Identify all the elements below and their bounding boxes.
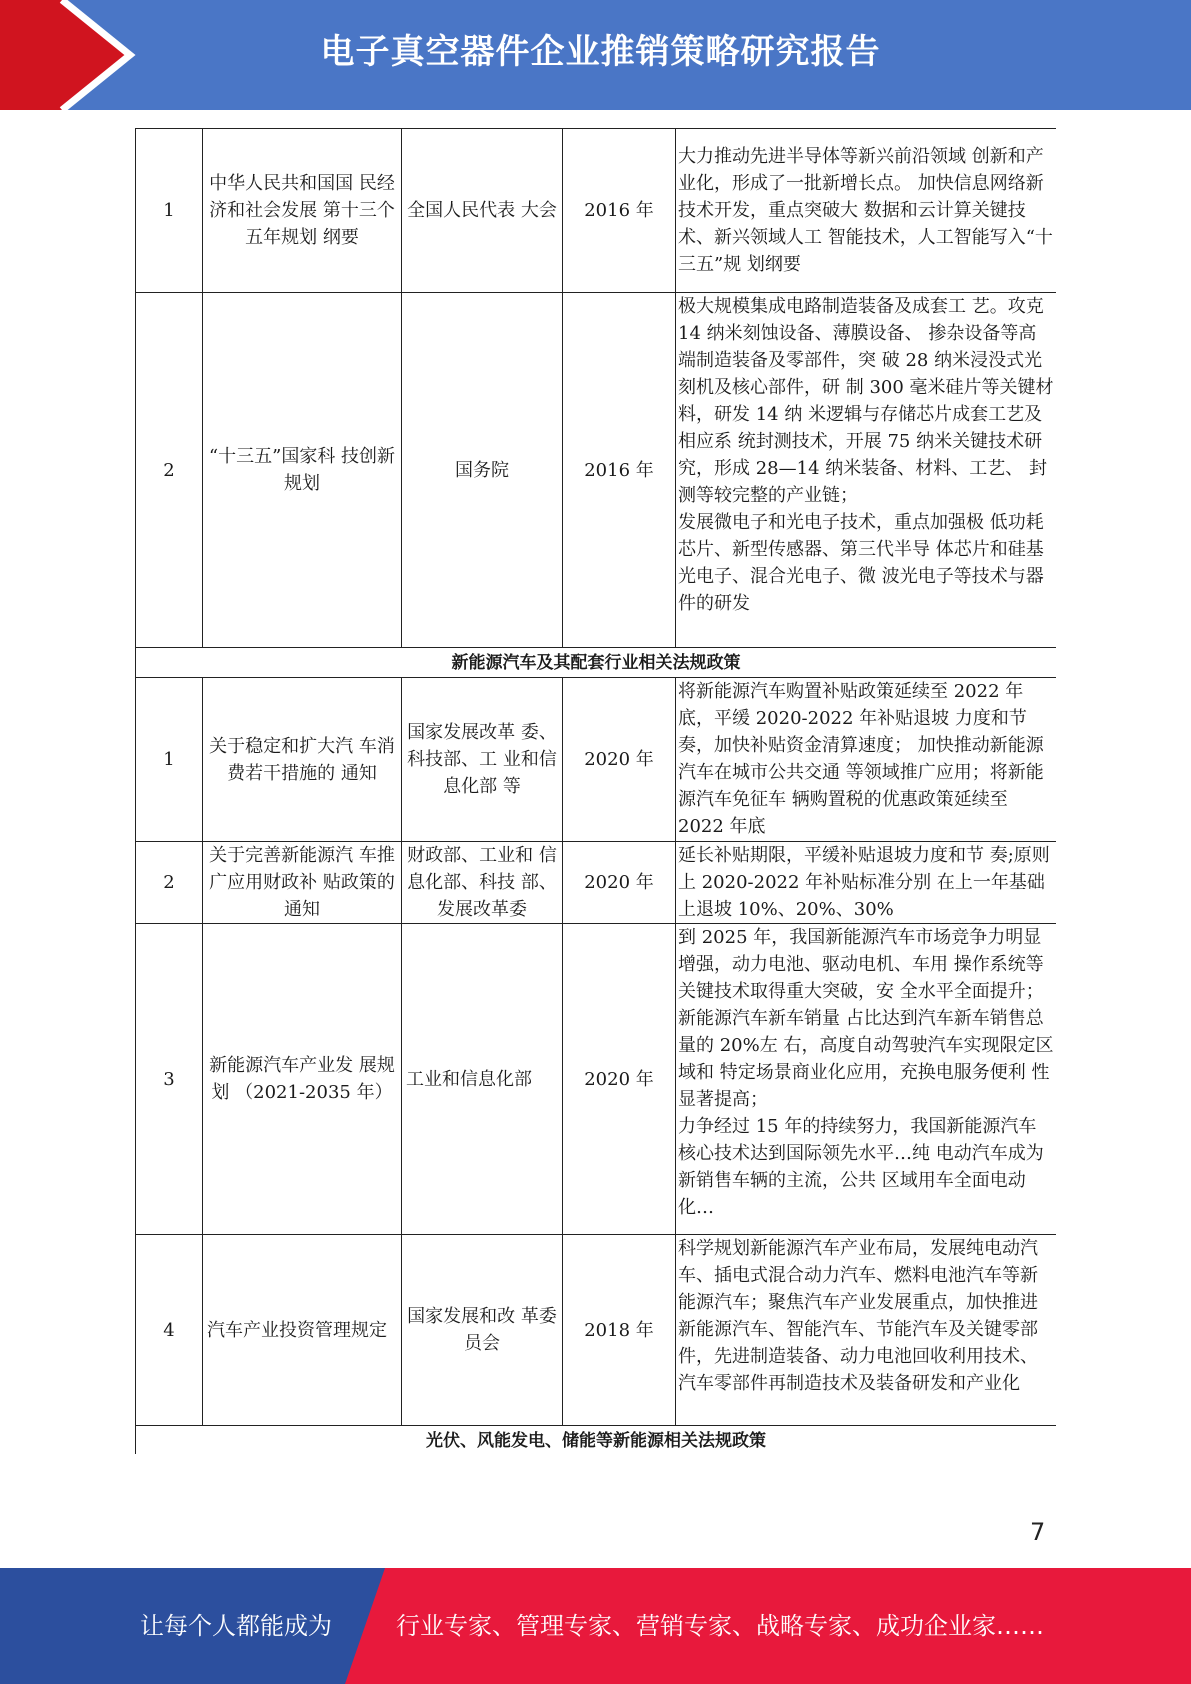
table-row — [136, 129, 1057, 293]
cell-year: 2020 年 — [563, 678, 676, 842]
content-paragraph: 大力推动先进半导体等新兴前沿领域 创新和产业化，形成了一批新增长点。 加快信息网络新技术开发，重点突破大 数据和云计算关键技术、新兴领域人工 智能技术，人工智能写入“十三五”规 划纲要 — [678, 146, 1053, 275]
table-row — [136, 842, 1057, 924]
footer-slogan-left: 让每个人都能成为 — [140, 1612, 332, 1640]
header-banner — [0, 0, 1191, 110]
cell-year: 2020 年 — [563, 924, 676, 1235]
cell-no: 1 — [136, 678, 203, 842]
content-paragraph: 延长补贴期限，平缓补贴退坡力度和节 奏;原则上 2020-2022 年补贴标准分别 在上一年基础上退坡 10%、20%、30% — [678, 845, 1050, 920]
cell-content — [676, 842, 1057, 924]
cell-issuer: 国家发展改革 委、科技部、工 业和信息化部 等 — [402, 678, 563, 842]
cell-issuer: 财政部、工业和 信息化部、科技 部、发展改革委 — [402, 842, 563, 924]
content-paragraph: 发展微电子和光电子技术，重点加强极 低功耗芯片、新型传感器、第三代半导 体芯片和硅基光电子、混合光电子、微 波光电子等技术与器件的研发 — [678, 512, 1044, 614]
cell-issuer: 国务院 — [402, 293, 563, 648]
cell-no: 3 — [136, 924, 203, 1235]
content-paragraph: 到 2025 年，我国新能源汽车市场竞争力明显增强，动力电池、驱动电机、车用 操作系统等关键技术取得重大突破，安 全水平全面提升；新能源汽车新车销量 占比达到汽车新车销售总量的 20%左 右，高度自动驾驶汽车实现限定区域和 特定场景商业化应用，充换电服务便利 性显著提高； — [678, 927, 1054, 1110]
cell-issuer: 国家发展和改 革委员会 — [402, 1235, 563, 1426]
cell-no: 4 — [136, 1235, 203, 1426]
content-paragraph: 科学规划新能源汽车产业布局，发展纯电动汽车、插电式混合动力汽车、燃料电池汽车等新能源汽车；聚焦汽车产业发展重点，加快推进新能源汽车、智能汽车、节能汽车及关键零部件，先进制造装备、动力电池回收利用技术、汽车零部件再制造技术及装备研发和产业化 — [678, 1238, 1038, 1394]
cell-year: 2016 年 — [563, 293, 676, 648]
cell-policy-name: “十三五”国家科 技创新规划 — [203, 293, 402, 648]
footer-banner — [0, 1568, 1191, 1684]
section-title-ev: 新能源汽车及其配套行业相关法规政策 — [136, 648, 1057, 678]
cell-policy-name: 中华人民共和国国 民经济和社会发展 第十三个五年规划 纲要 — [203, 129, 402, 293]
section-title-pv: 光伏、风能发电、储能等新能源相关法规政策 — [136, 1426, 1057, 1455]
cell-policy-name: 汽车产业投资管理规定 — [203, 1235, 402, 1426]
cell-issuer: 全国人民代表 大会 — [402, 129, 563, 293]
report-title: 电子真空器件企业推销策略研究报告 — [320, 32, 881, 72]
cell-year: 2020 年 — [563, 842, 676, 924]
cell-policy-name: 关于稳定和扩大汽 车消费若干措施的 通知 — [203, 678, 402, 842]
table-row — [136, 1235, 1057, 1426]
cell-content — [676, 129, 1057, 293]
content-paragraph: 力争经过 15 年的持续努力，我国新能源汽车核心技术达到国际领先水平…纯 电动汽车成为新销售车辆的主流，公共 区域用车全面电动化… — [678, 1116, 1044, 1218]
cell-content — [676, 1235, 1057, 1426]
cell-year: 2016 年 — [563, 129, 676, 293]
cell-content — [676, 678, 1057, 842]
policy-table — [135, 128, 1056, 1454]
table-row — [136, 678, 1057, 842]
content-paragraph: 极大规模集成电路制造装备及成套工 艺。攻克 14 纳米刻蚀设备、薄膜设备、 掺杂设备等高端制造装备及零部件，突 破 28 纳米浸没式光刻机及核心部件，研 制 300 毫米硅片等关键材料，研发 14 纳 米逻辑与存储芯片成套工艺及相应系 统封测技术，开展 75 纳米关键技术研 究，形成 28—14 纳米装备、材料、工艺、 封测等较完整的产业链； — [678, 296, 1054, 506]
section-header-row — [136, 1426, 1057, 1455]
cell-policy-name: 关于完善新能源汽 车推广应用财政补 贴政策的通知 — [203, 842, 402, 924]
table-row — [136, 924, 1057, 1235]
cell-policy-name: 新能源汽车产业发 展规划 （2021-2035 年） — [203, 924, 402, 1235]
table-row — [136, 293, 1057, 648]
section-header-row — [136, 648, 1057, 678]
cell-no: 2 — [136, 293, 203, 648]
page-number: 7 — [1030, 1518, 1046, 1546]
cell-no: 2 — [136, 842, 203, 924]
cell-content — [676, 293, 1057, 648]
content-paragraph: 将新能源汽车购置补贴政策延续至 2022 年底，平缓 2020-2022 年补贴退坡 力度和节奏，加快补贴资金清算速度； 加快推动新能源汽车在城市公共交通 等领域推广应用；将新能源汽车免征车 辆购置税的优惠政策延续至 2022 年底 — [678, 681, 1044, 837]
cell-year: 2018 年 — [563, 1235, 676, 1426]
cell-no: 1 — [136, 129, 203, 293]
cell-content — [676, 924, 1057, 1235]
footer-slogan-right: 行业专家、管理专家、营销专家、战略专家、成功企业家…… — [396, 1612, 1044, 1640]
cell-issuer: 工业和信息化部 — [402, 924, 563, 1235]
